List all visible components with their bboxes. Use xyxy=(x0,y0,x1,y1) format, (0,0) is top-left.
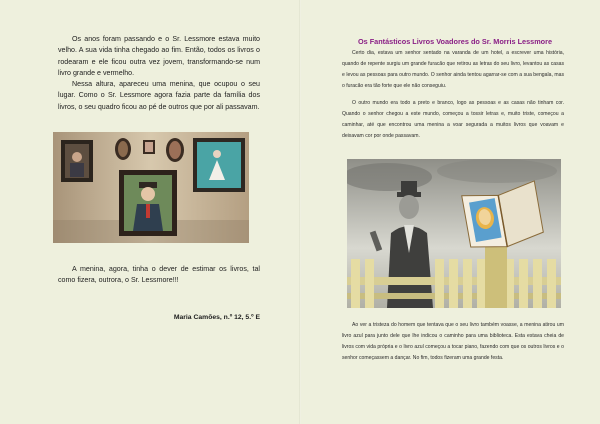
left-paragraph-2: Nessa altura, apareceu uma menina, que ocupou o seu lugar. Como o Sr. Lessmore agora fazia parte da família dos livros, o seu quadro ficou ao pé de outros que por ali passavam. xyxy=(58,80,260,111)
flying-book-illustration xyxy=(347,159,561,308)
left-paragraph-3: A menina, agora, tinha o dever de estimar os livros, tal como fizera, outrora, o Sr. Lessmore!!! xyxy=(58,265,260,285)
right-paragraph-2: O outro mundo era todo a preto e branco, logo as pessoas e as casas não tinham cor. Quando o senhor chegou a este mundo, começou a tossir letras e, muito triste, começou a caminhar, até que encontrou uma menina a voar segurada a muitos livros que voavam e deixavam cor por onde passavam. xyxy=(342,100,564,139)
right-paragraph-3: Ao ver a tristeza do homem que tentava que o seu livro também voasse, a menina atirou um livro azul para junto dele que lhe indicou o caminho para uma biblioteca. Esta estava cheia de livros com vida própria e o livro azul começou a tocar piano, fazendo com que os outros livros e o senhor começassem a dançar. No fim, todos fizeram uma grande festa. xyxy=(342,322,564,361)
author-signature: Maria Camões, n.º 12, 5.º E xyxy=(173,314,260,321)
left-paragraph-1: Os anos foram passando e o Sr. Lessmore estava muito velho. A sua vida tinha chegado ao fim. Então, todos os livros o rodearam e ele ficou outra vez jovem, transformando-se num livro grande e vermelho. xyxy=(58,35,260,77)
right-paragraph-1: Certo dia, estava um senhor sentado na varanda de um hotel, a escrever uma história, quando de repente surgiu um grande furacão que retirou as letras do seu livro, levantou as casas e levou as pessoas para outro mundo. O senhor ainda tentou agarrar-se com a sua bengala, mas o furacão era tão forte que ele não conseguiu. xyxy=(342,50,564,89)
story-title: Os Fantásticos Livros Voadores do Sr. Morris Lessmore xyxy=(357,37,553,46)
right-page xyxy=(300,0,600,424)
portraits-wall-illustration xyxy=(53,132,249,243)
